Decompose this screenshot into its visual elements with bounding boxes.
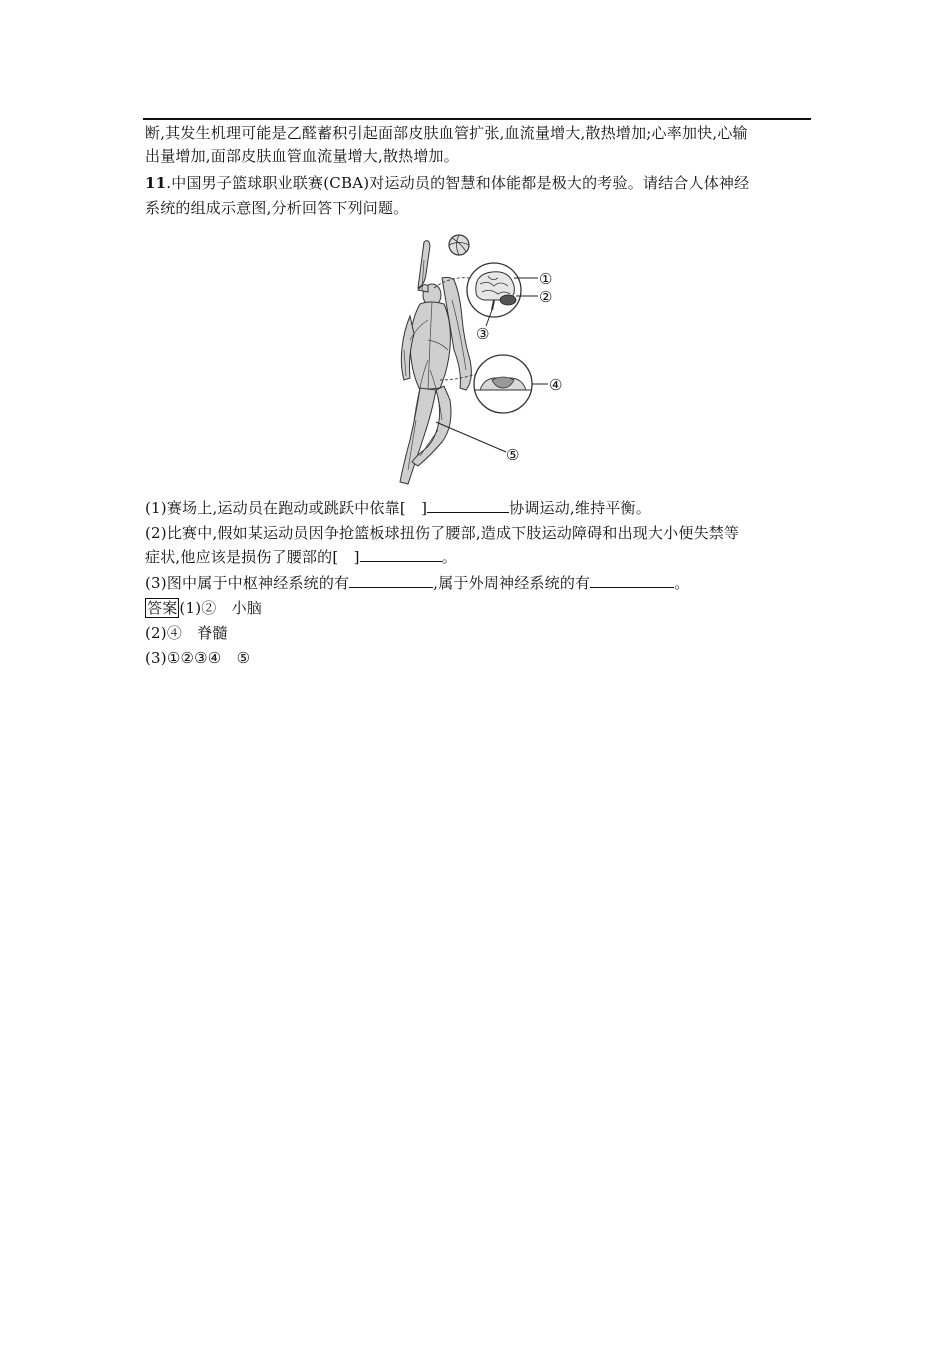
sub-question-2-line-1: (2)比赛中,假如某运动员因争抢篮板球扭伤了腰部,造成下肢运动障碍和出现大小便失禁等 xyxy=(145,524,740,542)
label-3: ③ xyxy=(476,325,490,343)
answer-line-1 xyxy=(145,597,262,619)
answer-blank xyxy=(427,498,509,513)
answer-blank xyxy=(590,573,674,588)
question-text-1: .中国男子篮球职业联赛(CBA)对运动员的智慧和体能都是极大的考验。请结合人体神经 xyxy=(166,174,750,192)
continuation-line-1: 断,其发生机理可能是乙醛蓄积引起面部皮肤血管扩张,血流量增大,散热增加;心率加快,心输 xyxy=(145,124,748,142)
sub-question-3 xyxy=(145,572,689,594)
label-5: ⑤ xyxy=(506,446,520,464)
sub-question-2-line-2 xyxy=(145,546,457,568)
answer-tag: 答案 xyxy=(147,599,178,617)
sub-question-1 xyxy=(145,497,651,519)
answer-blank xyxy=(349,573,433,588)
answer-1: (1)② 小脑 xyxy=(179,599,263,617)
q2-text-before: 症状,他应该是损伤了腰部的[ ] xyxy=(145,548,360,566)
q1-text-after: 协调运动,维持平衡。 xyxy=(509,499,651,517)
continuation-line-2: 出量增加,面部皮肤血管血流量增大,散热增加。 xyxy=(145,147,459,165)
answer-blank xyxy=(360,547,442,562)
nervous-system-figure xyxy=(380,230,580,488)
question-11-line-2: 系统的组成示意图,分析回答下列问题。 xyxy=(145,199,409,217)
answer-line-3: (3)①②③④ ⑤ xyxy=(145,649,251,667)
q3-text-after: 。 xyxy=(674,574,690,592)
label-1: ① xyxy=(539,270,553,288)
question-number: 11 xyxy=(145,174,167,192)
q2-text-after: 。 xyxy=(441,548,457,566)
label-4: ④ xyxy=(549,376,563,394)
top-rule xyxy=(143,118,811,120)
q1-text-before: (1)赛场上,运动员在跑动或跳跃中依靠[ ] xyxy=(145,499,428,517)
q3-text-before: (3)图中属于中枢神经系统的有 xyxy=(145,574,350,592)
basketball-icon xyxy=(449,235,469,255)
question-11-line-1 xyxy=(145,172,749,194)
answer-line-2: (2)④ 脊髓 xyxy=(145,624,228,642)
q3-text-middle: ,属于外周神经系统的有 xyxy=(433,574,591,592)
athlete-figure xyxy=(400,241,471,484)
label-2: ② xyxy=(539,288,553,306)
